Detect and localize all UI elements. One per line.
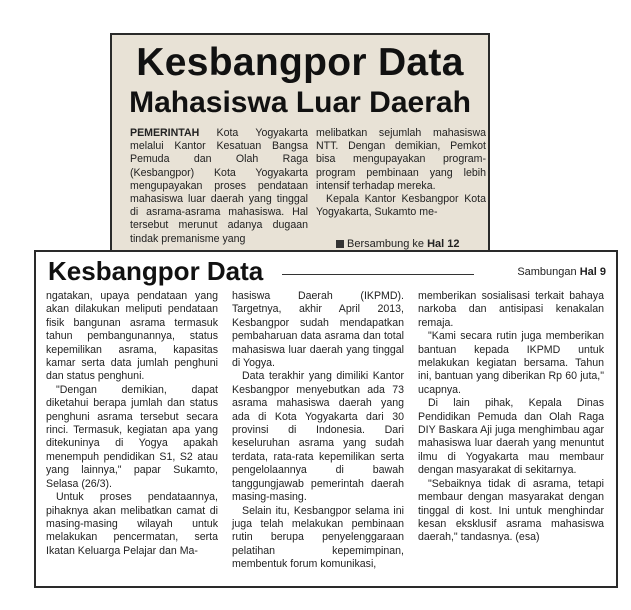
paragraph: Di lain pihak, Kepala Dinas Pendidikan Pemuda dan Olah Raga DIY Baskara Aji juga menghimbau agar mahasiswa luar daerah yang menuntut ilmu di Yogyakarta mau membaur dengan masyarakat di sekitarnya. [418, 397, 604, 477]
continuation-page: Hal 9 [579, 266, 606, 278]
lead-word: PEMERINTAH [130, 127, 200, 139]
paragraph: Selain itu, Kesbangpor selama ini juga telah melakukan pembinaan rutin berupa penyelenggaraan pelatihan kepemimpinan, membentuk forum komunikasi, [232, 504, 404, 571]
continuation-note [517, 266, 606, 278]
paragraph: Untuk proses pendataannya, pihaknya akan melibatkan camat di masing-masing wilayah untuk melakukan pencermatan, serta Ikatan Keluarga Pelajar dan Ma- [46, 491, 218, 557]
headline-line-2: Mahasiswa Luar Daerah [129, 86, 471, 119]
bottom-clipping [34, 250, 618, 588]
paragraph: "Kami secara rutin juga memberikan bantuan kepada IKPMD untuk melakukan kegiatan bersama. Tahun ini, bantuan yang diberikan Rp 60 juta," ucapnya. [418, 330, 604, 396]
section-title: Kesbangpor Data [48, 254, 269, 288]
lead-paragraph [130, 127, 308, 246]
paragraph: Data terakhir yang dimiliki Kantor Kesbangpor menyebutkan ada 73 asrama mahasiswa daerah yang ada di Kota Yogyakarta dari 30 provinsi di Indonesia. Dari keseluruhan asrama yang sudah terdata, rata-rata kepemilikan serta pengelolaannya di bawah tanggungjawab pemerintah daerah masing-masing. [232, 370, 404, 504]
article-column-2 [232, 290, 404, 572]
paragraph: "Sebaiknya tidak di asrama, tetapi membaur dengan masyarakat dengan tinggal di kost. Ini untuk menghindar kesan eksklusif asrama mahasiswa daerah," tandasnya. (esa) [418, 477, 604, 544]
lead-paragraph-text: Kota Yogyakarta melalui Kantor Kesatuan Bangsa Pemuda dan Olah Raga (Kesbangpor) Kota Yogyakarta mengupayakan proses pendataan mahasiswa luar daerah yang tinggal di asrama-asrama mahasiswa. Hal tersebut merunut adanya dugaan tindak premanisme yang [130, 127, 308, 245]
paragraph: Kepala Kantor Kesbangpor Kota Yogyakarta, Sukamto me- [316, 193, 486, 219]
paragraph: hasiswa Daerah (IKPMD). Targetnya, akhir April 2013, Kesbangpor sudah mendapatkan pembaharuan data asrama dan total mahasiswa luar daerah yang tinggal di Yogya. [232, 290, 404, 370]
article-column-1 [46, 290, 218, 558]
square-bullet-icon [336, 240, 344, 248]
article-column-3 [418, 290, 604, 545]
top-column-left [130, 127, 308, 246]
paragraph: ngatakan, upaya pendataan yang akan dilakukan meliputi pendataan fisik bangunan asrama termasuk tahun pembangunannya, status kepemilikan asrama, kapasitas kamar serta data jumlah penghuni dan status penghuni. [46, 290, 218, 383]
paragraph: "Dengan demikian, dapat diketahui berapa jumlah dan status penghuni asrama tersebut secara rinci. Termasuk, kegiatan apa yang ditekuninya di Yogya apakah menempuh pendidikan S1, S2 atau yang lainnya," papar Sukamto, Selasa (26/3). [46, 383, 218, 490]
continued-label: Bersambung ke [347, 238, 425, 250]
headline-line-1: Kesbangpor Data [136, 41, 464, 84]
top-column-right [316, 127, 486, 219]
paragraph: melibatkan sejumlah mahasiswa NTT. Dengan demikian, Pemkot bisa mengupayakan program-program pembinaan yang lebih intensif terhadap mereka. [316, 127, 486, 192]
continued-note [336, 238, 460, 250]
continuation-label: Sambungan [517, 266, 577, 278]
continued-page: Hal 12 [427, 238, 460, 250]
top-clipping [110, 33, 490, 255]
title-rule [282, 274, 474, 275]
paragraph: memberikan sosialisasi terkait bahaya narkoba dan antisipasi kenakalan remaja. [418, 290, 604, 329]
